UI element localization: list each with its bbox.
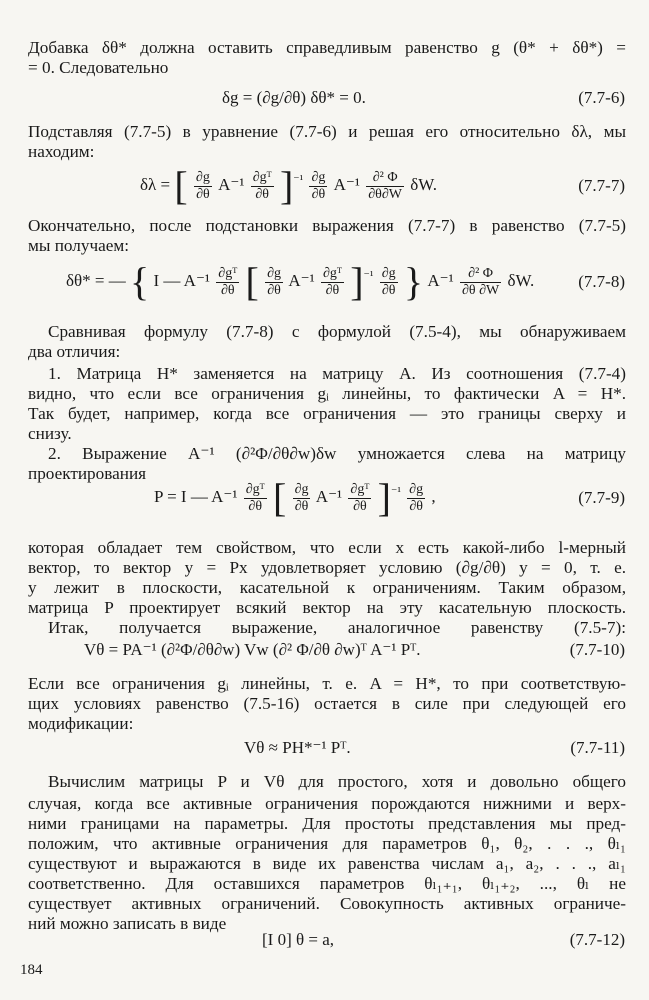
brace-open: { [130, 259, 150, 304]
matrix-a-inverse: A⁻¹ [427, 270, 454, 290]
numerator: ∂gᵀ [245, 481, 265, 497]
fraction [194, 170, 212, 203]
text-line: которая обладает тем свойством, что если x есть какой-либо l-мерный [28, 538, 626, 557]
superscript: ⁻¹ [390, 484, 401, 499]
text-line: находим: [28, 142, 95, 161]
text-line: мы получаем: [28, 236, 130, 255]
text-line: вектор, то вектор y = Px удовлетворяет условию (∂g/∂θ) y = 0, т. е. [28, 558, 626, 577]
equation-number: (7.7-8) [578, 272, 625, 291]
denominator: ∂θ [248, 498, 263, 514]
matrix-a-inverse: A⁻¹ [333, 174, 360, 194]
fraction [251, 170, 274, 203]
equation-number: (7.7-7) [578, 176, 625, 195]
text-line: случая, когда все активные ограничения порождаются нижними и верх- [28, 794, 626, 813]
text-line: матрица P проектирует всякий вектор на эту касательную плоскость. [28, 598, 626, 617]
text-line: Добавка δθ* должна оставить справедливым равенство g (θ* + δθ*) = [28, 38, 626, 57]
denominator: ∂θ [409, 498, 423, 514]
denominator: ∂θ [196, 186, 210, 202]
text-line: Окончательно, после подстановки выражения (7.7-7) в равенство (7.7-5) [28, 216, 626, 235]
fraction [348, 482, 371, 515]
text-line: 2. Выражение A⁻¹ (∂²Φ/∂θ∂w)δw умножается слева на матрицу [48, 444, 626, 463]
matrix-a-inverse: A⁻¹ [218, 174, 245, 194]
text-line: = 0. Следовательно [28, 58, 169, 77]
equation-7-7-10: Vθ = PA⁻¹ (∂²Φ/∂θ∂w) Vw (∂² Φ/∂θ ∂w)ᵀ A⁻¹ Pᵀ. [84, 640, 421, 659]
denominator: ∂θ [255, 186, 270, 202]
text-line: два отличия: [28, 342, 121, 361]
eq-tail: , [431, 486, 436, 506]
text-line: ними границами на параметры. Для простоты представления мы пред- [28, 814, 626, 833]
eq-tail: δW. [507, 270, 535, 290]
text-line: Итак, получается выражение, аналогичное равенству (7.5-7): [48, 618, 626, 637]
text-line: модификации: [28, 714, 134, 733]
equation-7-7-6: δg = (∂g/∂θ) δθ* = 0. [222, 88, 366, 107]
equation-7-7-7 [140, 163, 438, 208]
denominator: ∂θ ∂W [461, 282, 500, 298]
equation-7-7-12: [I 0] θ = a, [262, 930, 335, 949]
numerator: ∂g [381, 265, 396, 281]
eq-lhs: δλ = [140, 174, 171, 194]
text-line: щих условиях равенство (7.5-16) остается в силе при следующей его [28, 694, 626, 713]
numerator: ∂g [409, 481, 424, 497]
fraction [407, 482, 425, 515]
text-line: снизу. [28, 424, 72, 443]
text-line: Вычислим матрицы P и Vθ для простого, хотя и довольно общего [48, 772, 626, 791]
equation-number: (7.7-11) [570, 738, 625, 757]
text-line: положим, что активные ограничения для параметров θ₁, θ₂, . . ., θₗ₁ [28, 834, 626, 853]
bracket-open: [ [174, 163, 188, 208]
identity-minus-a: I — A⁻¹ [153, 270, 211, 290]
numerator: ∂gᵀ [218, 265, 238, 281]
bracket-close: ] [377, 475, 391, 520]
matrix-a-inverse: A⁻¹ [288, 270, 315, 290]
text-line: проектирования [28, 464, 147, 483]
bracket-open: [ [272, 475, 287, 520]
numerator: ∂g [267, 265, 282, 281]
equation-7-7-9 [154, 475, 436, 520]
fraction [366, 170, 404, 203]
eq-lhs: P = I — A⁻¹ [154, 486, 238, 506]
equation-7-7-8 [66, 259, 535, 304]
text-line: Если все ограничения gᵢ линейны, т. е. A = H*, то при соответствую- [28, 674, 626, 693]
superscript: ⁻¹ [293, 172, 304, 187]
fraction [321, 266, 344, 299]
text-line: y лежит в плоскости, касательной к ограничениям. Таким образом, [28, 578, 626, 597]
text-line: Сравнивая формулу (7.7-8) с формулой (7.5-4), мы обнаруживаем [48, 322, 626, 341]
equation-number: (7.7-6) [578, 88, 625, 107]
fraction [460, 266, 501, 299]
equation-number: (7.7-12) [569, 930, 625, 949]
bracket-open: [ [245, 259, 259, 304]
denominator: ∂θ [311, 186, 326, 202]
numerator: ∂g [294, 481, 309, 497]
text-line: существуют и выражаются в виде их равенства числам a₁, a₂, . . ., aₗ₁ [28, 854, 626, 873]
denominator: ∂θ [294, 498, 309, 514]
numerator: ∂g [311, 169, 326, 185]
matrix-a-inverse: A⁻¹ [315, 486, 343, 506]
denominator: ∂θ [353, 498, 367, 514]
fraction [309, 170, 327, 203]
bracket-close: ] [279, 163, 294, 208]
fraction [380, 266, 398, 299]
numerator: ∂² Φ [460, 266, 501, 283]
page-number: 184 [20, 962, 43, 978]
text-line: существует активных ограничений. Совокупность активных ограниче- [28, 894, 626, 913]
numerator: ∂gᵀ [350, 481, 370, 497]
eq-tail: δW. [410, 174, 438, 194]
equation-7-7-11: Vθ ≈ PH*⁻¹ Pᵀ. [244, 738, 351, 757]
fraction [244, 482, 267, 515]
eq-lhs: δθ* = — [66, 270, 126, 290]
text-line: соответственно. Для оставшихся параметров θₗ₁₊₁, θₗ₁₊₂, ..., θₗ не [28, 874, 626, 893]
equation-number: (7.7-9) [578, 488, 625, 507]
numerator: ∂g [195, 169, 210, 185]
fraction [216, 266, 239, 299]
superscript: ⁻¹ [363, 268, 374, 283]
equation-number: (7.7-10) [569, 640, 625, 659]
numerator: ∂gᵀ [322, 265, 342, 281]
bracket-close: ] [350, 259, 364, 304]
numerator: ∂gᵀ [252, 169, 272, 185]
denominator: ∂θ [381, 282, 396, 298]
text-line: Так будет, например, когда все ограничения — это границы сверху и [28, 404, 626, 423]
denominator: ∂θ [267, 282, 281, 298]
denominator: ∂θ∂W [368, 186, 403, 202]
denominator: ∂θ [325, 282, 340, 298]
text-line: Подставляя (7.7-5) в уравнение (7.7-6) и решая его относительно δλ, мы [28, 122, 626, 141]
denominator: ∂θ [220, 282, 235, 298]
numerator: ∂² Φ [366, 170, 404, 187]
fraction [265, 266, 283, 299]
fraction [293, 482, 311, 515]
text-line: 1. Матрица H* заменяется на матрицу A. Из соотношения (7.7-4) [48, 364, 626, 383]
text-line: ний можно записать в виде [28, 914, 227, 933]
text-line: видно, что если все ограничения gᵢ линейны, то фактически A = H*. [28, 384, 626, 403]
brace-close: } [403, 259, 424, 304]
